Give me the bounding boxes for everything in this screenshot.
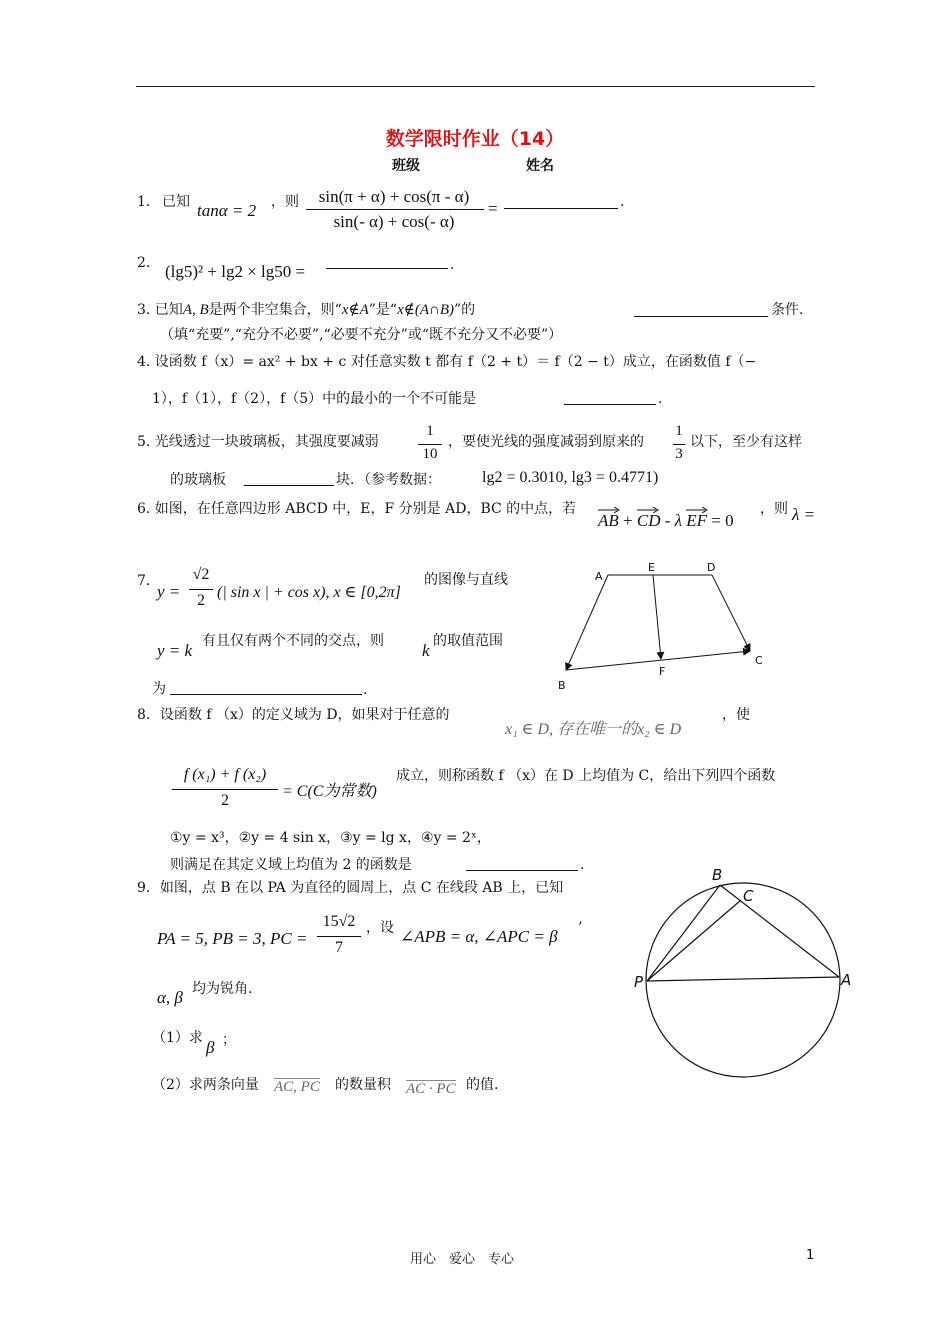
q1-condition: tanα = 2 — [197, 201, 257, 220]
q4-line1: 4. 设函数 f（x）= ax² + bx + c 对任意实数 t 都有 f（2 + t）＝ f（2 − t）成立，在函数值 f（− — [137, 354, 757, 370]
q9-part2a: （2）求两条向量 — [152, 1077, 259, 1093]
q9-part2c: 的值. — [466, 1077, 499, 1093]
top-rule — [136, 86, 815, 87]
q8-frac-rhs: = C(C为常数) — [282, 783, 377, 800]
q2-period: . — [450, 257, 455, 273]
q8-line1a: 8．设函数 f （x）的定义域为 D，如果对于任意的 — [137, 707, 450, 723]
q5-line1b: ，要使光线的强度减弱到原来的 — [448, 434, 644, 450]
q7-frac-den: 2 — [197, 592, 205, 609]
q1-numerator: sin(π + α) + cos(π - α) — [318, 187, 470, 206]
q8-line2: 成立，则称函数 f （x）在 D 上均值为 C，给出下列四个函数 — [396, 768, 776, 784]
circle-label-p: P — [634, 973, 644, 991]
segment-ba — [720, 885, 839, 977]
q3-suffix: 条件. — [771, 302, 804, 318]
q9-comma: ’ — [578, 920, 583, 936]
q9-dot-product: AC · PC — [406, 1081, 456, 1097]
q9-part1-end: ； — [222, 1032, 236, 1048]
q5-frac1-num: 1 — [426, 423, 434, 439]
quad-label-d: D — [707, 561, 716, 574]
q4-answer-blank[interactable] — [564, 390, 656, 405]
q6-text: 6. 如图，在任意四边形 ABCD 中，E，F 分别是 AD，BC 的中点，若 — [137, 501, 577, 517]
q9-line1: 9．如图，点 B 在以 PA 为直径的圆周上，点 C 在线段 AB 上，已知 — [137, 880, 564, 896]
q5-frac1-den: 10 — [422, 446, 438, 462]
q5-frac1-bar — [418, 444, 442, 445]
q7-text4: 为 — [152, 681, 166, 697]
q8-frac-num: f (x₁) + f (x₂) — [183, 766, 267, 783]
q5-line1a: 5. 光线透过一块玻璃板，其强度要减弱 — [137, 434, 379, 450]
q1-number: 1． — [137, 194, 160, 210]
q1-answer-blank[interactable] — [504, 194, 618, 209]
q5-answer-blank[interactable] — [244, 471, 334, 486]
quad-label-e: E — [648, 561, 655, 574]
q3-line2: （填“充要”,“充分不必要”,“必要不充分”或“既不充分又不必要”） — [160, 327, 563, 343]
q6-lambda: λ = — [792, 505, 816, 524]
q1-then: ，则 — [271, 194, 299, 210]
q8-frac-bar — [172, 789, 278, 790]
q7-lhs: y = — [157, 582, 181, 601]
q7-frac-bar — [189, 589, 213, 590]
q5-line2a: 的玻璃板 — [170, 472, 226, 488]
q7-text1: 的图像与直线 — [424, 572, 508, 588]
circle-label-a: A — [841, 971, 852, 989]
vector-dc — [712, 575, 750, 651]
q9-acute: 均为锐角. — [192, 981, 253, 997]
q1-equals: = — [488, 199, 498, 218]
q9-frac-num: 15√2 — [322, 913, 356, 930]
q5-frac2-num: 1 — [675, 423, 683, 439]
page-title: 数学限时作业（14） — [385, 128, 565, 150]
q2-answer-blank[interactable] — [326, 254, 448, 269]
q8-line1b: ，使 — [722, 707, 750, 723]
vector-ef — [653, 575, 661, 659]
q5-line2b: 块．（参考数据： — [336, 472, 441, 488]
q9-angles: ∠APB = α, ∠APC = β — [400, 927, 558, 946]
vector-arrow-icon — [637, 507, 659, 513]
q1-text: 已知 — [162, 194, 190, 210]
q4-period: . — [658, 391, 663, 407]
q8-period: . — [580, 857, 585, 873]
q9-vectors: AC, PC — [274, 1079, 320, 1095]
q1-period: . — [620, 194, 625, 210]
q9-given: PA = 5, PB = 3, PC = — [157, 929, 308, 948]
vector-arrow-icon — [598, 507, 620, 513]
q4-line2: 1），f（1），f（2），f（5）中的最小的一个不可能是 — [152, 391, 477, 407]
segment-pc — [647, 900, 741, 981]
q9-beta: β — [206, 1038, 215, 1057]
q1-denominator: sin(- α) + cos(- α) — [333, 212, 455, 231]
q6-then: ，则 — [760, 501, 788, 517]
vector-ab — [566, 575, 608, 670]
footer-motto: 用心 爱心 专心 — [410, 1252, 515, 1267]
q7-period: . — [363, 682, 368, 698]
q9-part2b: 的数量积 — [335, 1077, 391, 1093]
q7-text2: 有且仅有两个不同的交点，则 — [202, 633, 384, 649]
q7-text3: 的取值范围 — [433, 633, 503, 649]
q7-yk: y = k — [157, 641, 193, 660]
q9-set-text: ，设 — [366, 920, 394, 936]
q7-frac-num: √2 — [192, 566, 210, 583]
q2-number: 2． — [137, 255, 160, 271]
q7-answer-blank[interactable] — [170, 680, 362, 695]
q3-answer-blank[interactable] — [634, 302, 768, 317]
quad-label-c: C — [755, 654, 763, 667]
q3-line1: 3. 已知A, B是两个非空集合，则“x∉A”是“x∉(A∩B)”的 — [137, 302, 476, 318]
q8-functions: ①y = x³，②y = 4 sin x，③y = lg x，④y = 2ˣ， — [170, 830, 491, 846]
q9-frac-den: 7 — [335, 939, 343, 956]
vector-bc — [566, 651, 750, 670]
q7-rhs: (| sin x | + cos x), x ∈ [0,2π] — [217, 584, 401, 601]
circle-label-c: C — [743, 887, 754, 905]
q8-line4: 则满足在其定义域上均值为 2 的函数是 — [170, 857, 412, 873]
q5-frac2-den: 3 — [675, 446, 683, 462]
name-label: 姓名 — [526, 158, 554, 174]
q1-fraction-bar — [306, 209, 484, 210]
circle-label-b: B — [712, 866, 723, 884]
q8-frac-den: 2 — [221, 792, 229, 809]
diameter-pa — [647, 977, 839, 981]
q6-vector-expression: AB + CD - λ EF = 0 — [598, 511, 734, 531]
page-number: 1 — [806, 1248, 815, 1263]
quad-label-f: F — [659, 665, 666, 678]
q7-k: k — [422, 641, 430, 660]
vector-arrow-icon — [686, 507, 708, 513]
quad-label-a: A — [595, 570, 603, 583]
q9-part1: （1）求 — [152, 1030, 203, 1046]
class-label: 班级 — [392, 158, 420, 174]
q9-alpha-beta: α, β — [157, 988, 183, 1007]
quad-label-b: B — [558, 679, 566, 692]
q7-number: 7． — [137, 573, 160, 589]
q5-line1c: 以下，至少有这样 — [690, 434, 802, 450]
q2-expression: (lg5)² + lg2 × lg50 = — [165, 262, 306, 281]
q5-reference-data: lg2 = 0.3010, lg3 = 0.4771) — [482, 469, 659, 486]
q8-condition: x₁ ∈ D, 存在唯一的x₂ ∈ D — [505, 721, 682, 738]
q8-answer-blank[interactable] — [466, 856, 578, 871]
q5-frac2-bar — [673, 444, 685, 445]
q9-frac-bar — [317, 936, 361, 937]
